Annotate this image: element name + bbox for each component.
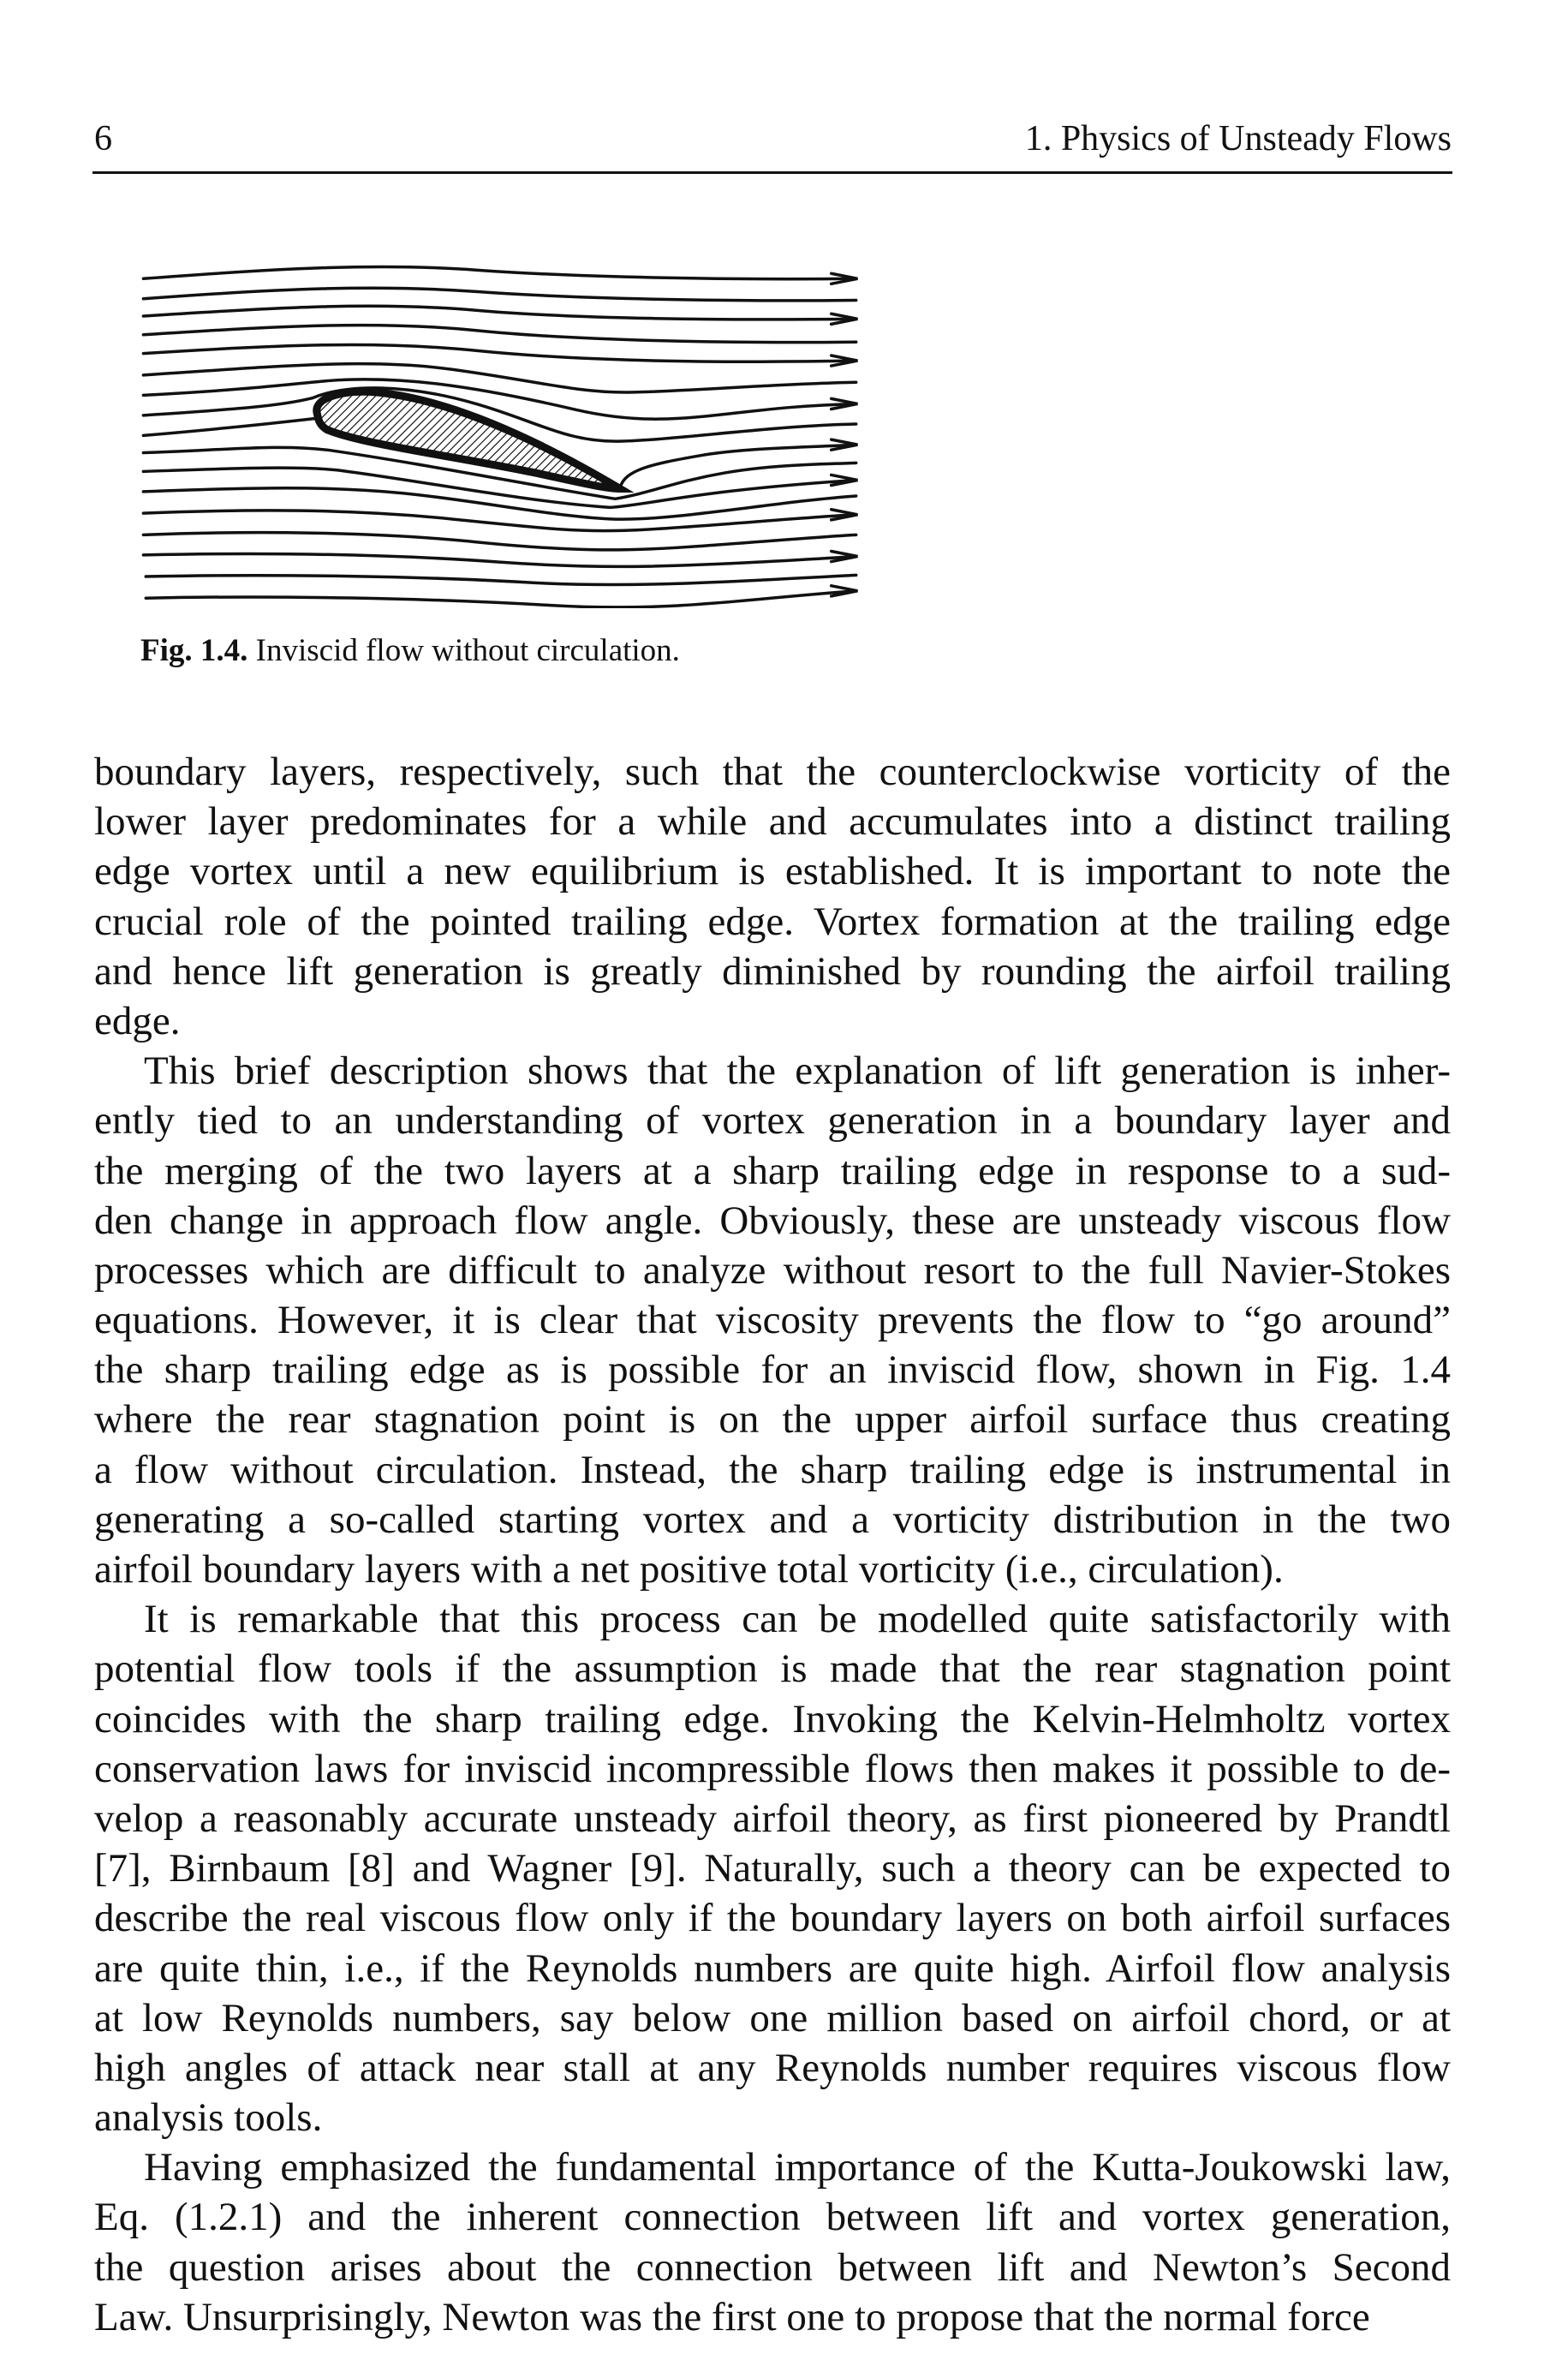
text-line: [7], Birnbaum [8] and Wagner [9]. Naturally, such a theory can be expected to <box>94 1846 1451 1891</box>
text-line: where the rear stagnation point is on the upper airfoil surface thus creating <box>94 1397 1451 1443</box>
text-line: coincides with the sharp trailing edge. Invoking the Kelvin-Helmholtz vortex <box>94 1696 1451 1742</box>
text-line: a flow without circulation. Instead, the sharp trailing edge is instrumental in <box>94 1447 1451 1492</box>
paragraph <box>94 2142 1451 2342</box>
figure-caption-text: Inviscid flow without circulation. <box>255 633 680 668</box>
text-line: generating a so-called starting vortex and a vorticity distribution in the two <box>94 1497 1451 1542</box>
streamline <box>143 326 856 343</box>
text-line: the sharp trailing edge as is possible for an inviscid flow, shown in Fig. 1.4 <box>94 1347 1451 1393</box>
text-line: conservation laws for inviscid incompressible flows then makes it possible to de- <box>94 1746 1451 1791</box>
text-line: processes which are difficult to analyze without resort to the full Navier-Stokes <box>94 1247 1451 1293</box>
text-line: It is remarkable that this process can be modelled quite satisfactorily with <box>144 1597 1451 1642</box>
text-line: velop a reasonably accurate unsteady airfoil theory, as first pioneered by Prandtl <box>94 1795 1451 1841</box>
text-line: Law. Unsurprisingly, Newton was the first one to propose that the normal force <box>94 2294 1370 2339</box>
streamline <box>143 554 856 567</box>
streamline <box>143 288 856 301</box>
streamline <box>143 344 856 361</box>
streamline <box>146 575 856 584</box>
figure-label: Fig. 1.4. <box>140 633 248 668</box>
text-line: the question arises about the connection between lift and Newton’s Second <box>94 2244 1451 2290</box>
streamline <box>143 511 856 531</box>
text-line: Eq. (1.2.1) and the inherent connection between lift and vortex generation, <box>94 2195 1451 2240</box>
streamline <box>143 306 856 320</box>
text-line: high angles of attack near stall at any Reynolds number requires viscous flow <box>94 2045 1451 2090</box>
text-line: and hence lift generation is greatly diminished by rounding the airfoil trailing <box>94 948 1451 994</box>
streamline <box>143 266 856 278</box>
text-line: equations. However, it is clear that viscosity prevents the flow to “go around” <box>94 1298 1451 1343</box>
header-rule <box>92 171 1452 174</box>
text-line: lower layer predominates for a while and accumulates into a distinct trailing <box>94 799 1451 845</box>
page-number: 6 <box>94 119 112 158</box>
text-line: edge. <box>94 998 181 1043</box>
running-title: 1. Physics of Unsteady Flows <box>1024 119 1452 158</box>
text-line: den change in approach flow angle. Obviously, these are unsteady viscous flow <box>94 1198 1451 1243</box>
streamline <box>146 591 856 607</box>
paragraph <box>94 747 1451 1046</box>
figure-caption <box>140 632 680 669</box>
text-line: are quite thin, i.e., if the Reynolds numbers are quite high. Airfoil flow analysis <box>94 1945 1451 1991</box>
text-line: airfoil boundary layers with a net positive total vorticity (i.e., circulation). <box>94 1547 1284 1592</box>
text-line: at low Reynolds numbers, say below one million based on airfoil chord, or at <box>94 1995 1451 2040</box>
text-line: the merging of the two layers at a sharp trailing edge in response to a sud- <box>94 1148 1451 1193</box>
body-text <box>94 747 1451 2342</box>
text-line: describe the real viscous flow only if the boundary layers on both airfoil surfaces <box>94 1896 1451 1941</box>
text-line: This brief description shows that the explanation of lift generation is inher- <box>144 1049 1451 1094</box>
text-line: Having emphasized the fundamental importance of the Kutta-Joukowski law, <box>144 2145 1451 2190</box>
text-line: boundary layers, respectively, such that the counterclockwise vorticity of the <box>94 750 1451 794</box>
streamline-figure <box>128 248 873 608</box>
paragraph <box>94 1046 1451 1594</box>
text-line: potential flow tools if the assumption is made that the rear stagnation point <box>94 1646 1451 1692</box>
streamline <box>143 418 317 435</box>
streamline <box>143 488 856 519</box>
text-line: ently tied to an understanding of vortex generation in a boundary layer and <box>94 1098 1451 1144</box>
text-line: analysis tools. <box>94 2095 323 2141</box>
streamline <box>143 533 856 550</box>
text-line: crucial role of the pointed trailing edge. Vortex formation at the trailing edge <box>94 899 1451 944</box>
paragraph <box>94 1594 1451 2142</box>
streamline <box>620 445 856 487</box>
text-line: edge vortex until a new equilibrium is established. It is important to note the <box>94 849 1451 894</box>
